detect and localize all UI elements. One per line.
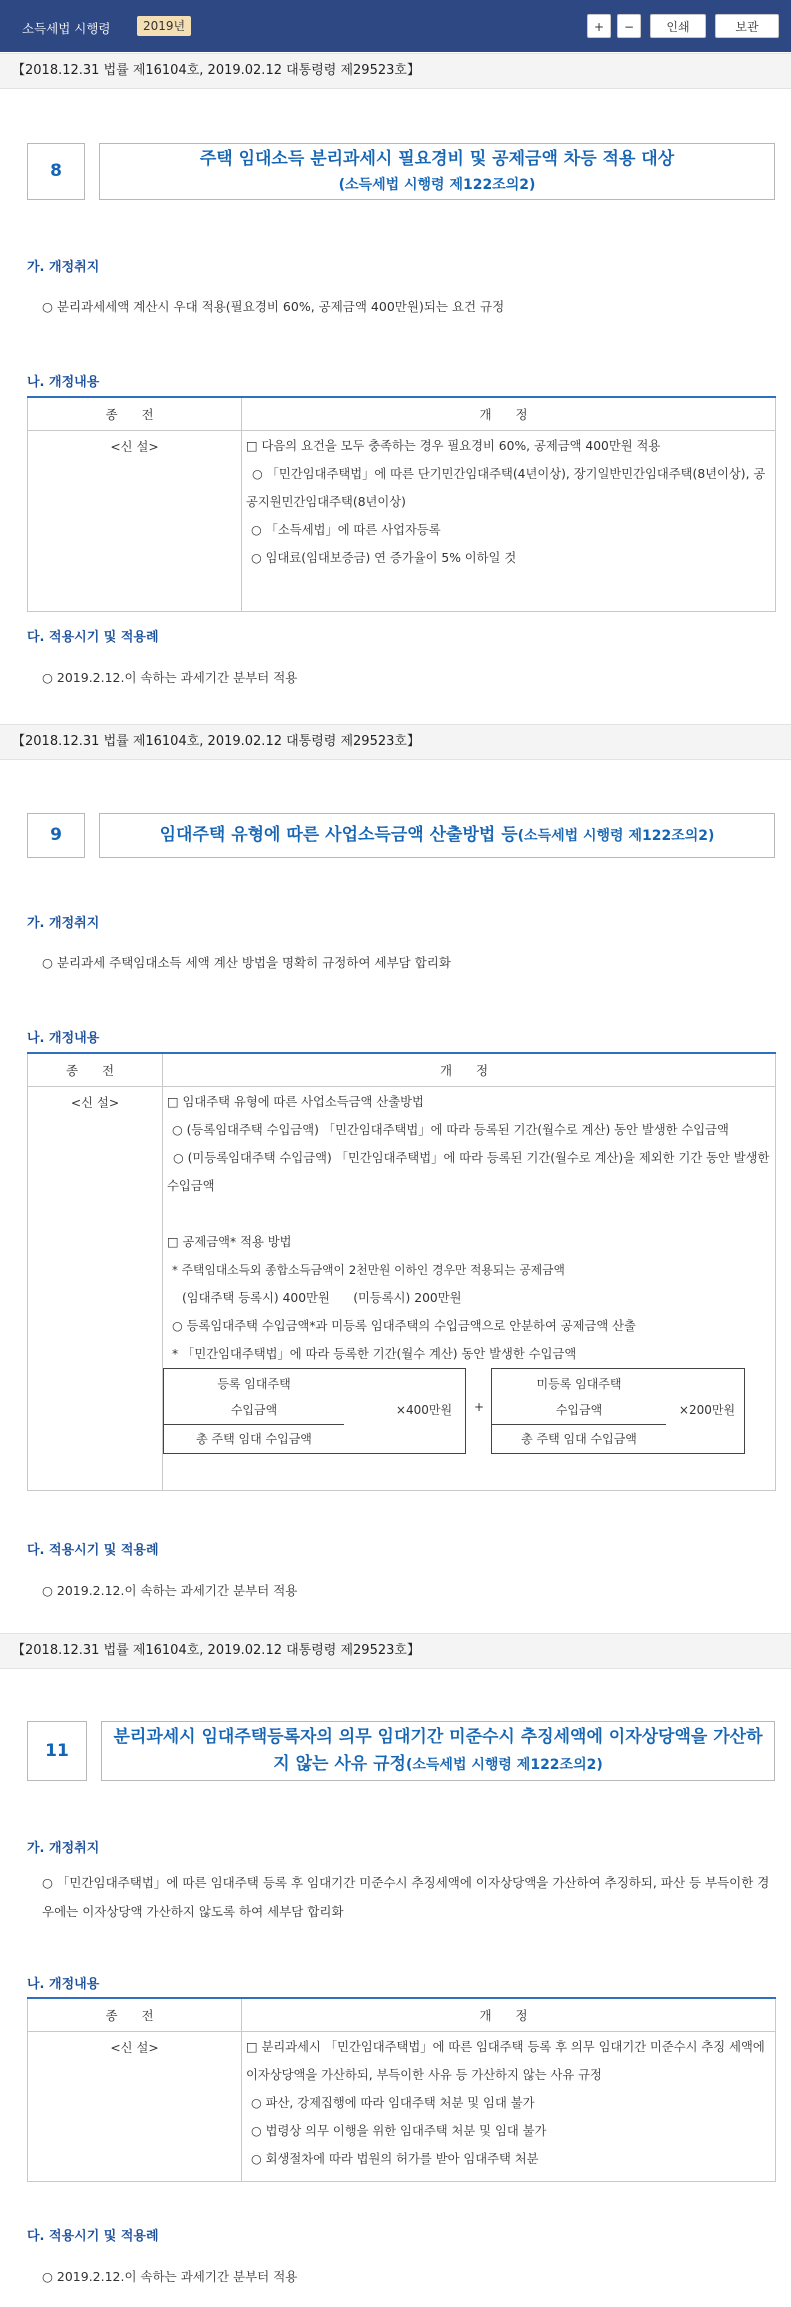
old-cell: <신 설>: [28, 2032, 242, 2182]
col-header-new: 개 정: [242, 1998, 776, 2032]
apply-text: ○ 2019.2.12.이 속하는 과세기간 분부터 적용: [42, 1583, 298, 1598]
formula-multiplier: ×400만원: [395, 1403, 453, 1417]
formula-denominator: 총 주택 임대 수입금액: [521, 1432, 637, 1446]
zoom-out-button[interactable]: −: [617, 14, 641, 38]
item-title-sub: (소득세법 시행령 제122조의2): [405, 1757, 603, 1773]
section-heading: 나. 개정내용: [27, 375, 100, 390]
item-title: [101, 1721, 775, 1781]
table-line: ○ 임대료(임대보증금) 연 증가율이 5% 이하일 것: [251, 551, 517, 565]
item-title: [99, 143, 775, 200]
comparison-table: [27, 1997, 776, 2182]
formula-numerator-line1: 등록 임대주택: [217, 1377, 291, 1391]
table-line: ○ 「민간임대주택법」에 따른 단기민간임대주택(4년이상), 장기일반민간임대주택(8년이상), 공공지원민간임대주택(8년이상): [246, 467, 766, 509]
col-header-old: 종 전: [28, 397, 242, 431]
table-line: ○ 파산, 강제집행에 따라 임대주택 처분 및 임대 불가: [251, 2096, 535, 2110]
section-heading: 가. 개정취지: [27, 260, 100, 275]
col-header-old: 종 전: [28, 1053, 163, 1087]
table-line: * 주택임대소득외 종합소득금액이 2천만원 이하인 경우만 적용되는 공제금액: [172, 1263, 565, 1277]
top-toolbar: [0, 0, 791, 52]
fraction-bar: [164, 1424, 344, 1425]
purpose-text: ○ 분리과세세액 계산시 우대 적용(필요경비 60%, 공제금액 400만원)되는 요건 규정: [42, 299, 505, 314]
section-heading: 나. 개정내용: [27, 1977, 100, 1992]
print-button[interactable]: 인쇄: [650, 14, 706, 38]
section-heading: 가. 개정취지: [27, 916, 100, 931]
purpose-text: ○ 「민간임대주택법」에 따른 임대주택 등록 후 임대기간 미준수시 추징세액에 이자상당액을 가산하여 추징하되, 파산 등 부득이한 경우에는 이자상당액 가산하지 않도록 하여 세부담 합리화: [42, 1875, 770, 1919]
section-heading: 다. 적용시기 및 적용례: [27, 630, 159, 645]
col-header-new: 개 정: [242, 397, 776, 431]
law-reference-bar: 【2018.12.31 법률 제16104호, 2019.02.12 대통령령 제29523호】: [0, 53, 791, 89]
section-heading: 다. 적용시기 및 적용례: [27, 1543, 159, 1558]
item-number: 11: [27, 1721, 87, 1781]
archive-button[interactable]: 보관: [715, 14, 779, 38]
table-line: □ 공제금액* 적용 방법: [167, 1235, 292, 1249]
section-heading: 가. 개정취지: [27, 1841, 100, 1856]
table-line: □ 임대주택 유형에 따른 사업소득금액 산출방법: [167, 1095, 424, 1109]
formula-plus: +: [474, 1400, 485, 1414]
law-reference-bar: 【2018.12.31 법률 제16104호, 2019.02.12 대통령령 제29523호】: [0, 1633, 791, 1669]
purpose-text: ○ 분리과세 주택임대소득 세액 계산 방법을 명확히 규정하여 세부담 합리화: [42, 955, 451, 970]
formula-numerator-line2: 수입금액: [230, 1403, 278, 1417]
table-line: ○ (등록임대주택 수입금액) 「민간임대주택법」에 따라 등록된 기간(월수로 계산) 동안 발생한 수입금액: [172, 1123, 729, 1137]
item-title-main: 주택 임대소득 분리과세시 필요경비 및 공제금액 차등 적용 대상: [199, 149, 675, 169]
table-line: ○ 「소득세법」에 따른 사업자등록: [251, 523, 441, 537]
table-line: □ 다음의 요건을 모두 충족하는 경우 필요경비 60%, 공제금액 400만원 적용: [246, 439, 661, 453]
new-cell: [242, 431, 776, 612]
formula-multiplier: ×200만원: [678, 1403, 736, 1417]
formula-numerator-line2: 수입금액: [555, 1403, 603, 1417]
item-number: 8: [27, 143, 85, 200]
section-heading: 나. 개정내용: [27, 1031, 100, 1046]
table-line: □ 분리과세시 「민간임대주택법」에 따른 임대주택 등록 후 의무 임대기간 미준수시 추징 세액에 이자상당액을 가산하되, 부득이한 사유 등 가산하지 않는 사유 규정: [246, 2040, 765, 2082]
section-heading: 다. 적용시기 및 적용례: [27, 2229, 159, 2244]
apply-text: ○ 2019.2.12.이 속하는 과세기간 분부터 적용: [42, 670, 298, 685]
table-line: ○ 회생절차에 따라 법원의 허가를 받아 임대주택 처분: [251, 2152, 539, 2166]
item-title-sub: (소득세법 시행령 제122조의2): [517, 828, 715, 844]
table-line: ○ (미등록임대주택 수입금액) 「민간임대주택법」에 따라 등록된 기간(월수로 계산)을 제외한 기간 동안 발생한 수입금액: [167, 1151, 770, 1193]
table-line: (임대주택 등록시) 400만원 (미등록시) 200만원: [182, 1291, 462, 1305]
table-line: * 「민간임대주택법」에 따라 등록한 기간(월수 계산) 동안 발생한 수입금액: [172, 1347, 577, 1361]
old-cell: <신 설>: [28, 431, 242, 612]
table-line: ○ 등록임대주택 수입금액*과 미등록 임대주택의 수입금액으로 안분하여 공제금액 산출: [172, 1319, 636, 1333]
apply-text: ○ 2019.2.12.이 속하는 과세기간 분부터 적용: [42, 2269, 298, 2284]
year-badge[interactable]: 2019년: [137, 16, 191, 36]
fraction-bar: [492, 1424, 666, 1425]
formula-denominator: 총 주택 임대 수입금액: [196, 1432, 312, 1446]
col-header-old: 종 전: [28, 1998, 242, 2032]
comparison-table: [27, 396, 776, 612]
new-cell: [242, 2032, 776, 2182]
formula-numerator-line1: 미등록 임대주택: [536, 1377, 622, 1391]
formula-unregistered: [491, 1368, 745, 1454]
formula-registered: [163, 1368, 466, 1454]
item-title: [99, 813, 775, 858]
old-cell: <신 설>: [28, 1087, 163, 1491]
law-reference-bar: 【2018.12.31 법률 제16104호, 2019.02.12 대통령령 제29523호】: [0, 724, 791, 760]
item-title-sub: (소득세법 시행령 제122조의2): [338, 177, 536, 193]
item-number: 9: [27, 813, 85, 858]
item-title-main: 임대주택 유형에 따른 사업소득금액 산출방법 등: [159, 825, 518, 845]
col-header-new: 개 정: [163, 1053, 776, 1087]
table-line: ○ 법령상 의무 이행을 위한 임대주택 처분 및 임대 불가: [251, 2124, 547, 2138]
item-title-main: 분리과세시 임대주택등록자의 의무 임대기간 미준수시 추징세액에 이자상당액을 가산하지 않는 사유 규정: [113, 1727, 763, 1774]
app-title: 소득세법 시행령: [22, 21, 111, 36]
zoom-in-button[interactable]: +: [587, 14, 611, 38]
